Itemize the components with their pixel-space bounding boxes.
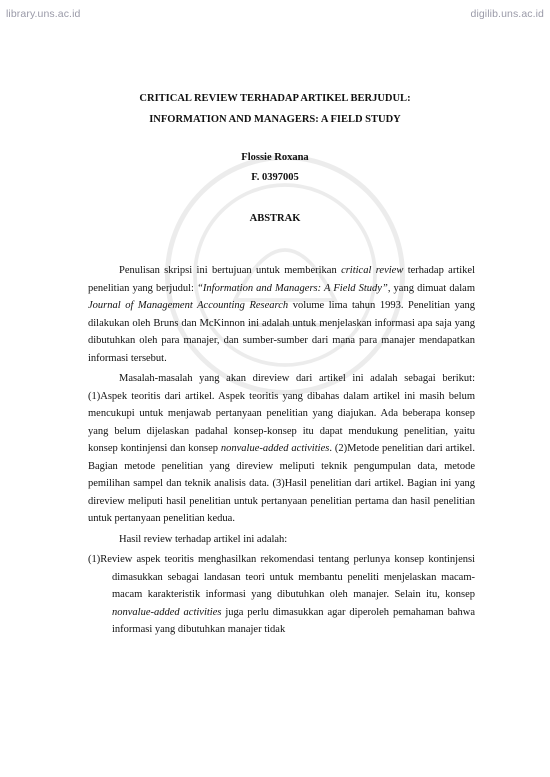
paragraph-1-text-4: volume lima tahun 1993. Penelitian yang dilakukan oleh Bruns dan McKinnon ini adalah untuk menjelaskan informasi apa saja yang dibutuhkan oleh para manajer, dan sumber-sumber dari mana para manajer mendapatkan informasi tersebut.: [88, 300, 475, 364]
paragraph-2-text-2: . (2)Metode penelitian dari artikel. Bagian metode penelitian yang direview meliputi teknik pengumpulan data, metode pemilihan sampel dan teknik analisis data. (3)Hasil penelitian dari artikel. Bagian ini yang direview meliputi hasil penelitian untuk pertanyaan penelitian pertama dan hasil penelitian untuk pertanyaan penelitian kedua.: [88, 443, 475, 524]
list-item-1-text-2: juga perlu dimasukkan agar diperoleh pemahaman bahwa informasi yang dibutuhkan manajer tidak: [112, 606, 475, 635]
author-name: Flossie Roxana: [241, 152, 309, 163]
title-line-1: CRITICAL REVIEW TERHADAP ARTIKEL BERJUDUL:: [139, 93, 411, 104]
author-id: F. 0397005: [251, 172, 299, 183]
paragraph-1-text-2: terhadap artikel penelitian yang berjudul:: [88, 265, 476, 294]
paragraph-1-emphasis-1: critical review: [341, 265, 404, 276]
abstract-heading: ABSTRAK: [249, 213, 301, 224]
list-item-1-emphasis-1: nonvalue-added activities: [112, 606, 222, 618]
header-link-library[interactable]: library.uns.ac.id: [6, 8, 81, 20]
list-item-1: [88, 551, 475, 639]
paragraph-1-text-1: Penulisan skripsi ini bertujuan untuk memberikan: [119, 265, 342, 276]
paragraph-2-emphasis-1: nonvalue-added activities: [220, 443, 330, 454]
paragraph-1: [88, 262, 475, 367]
abstract-body: [88, 262, 475, 639]
paragraph-1-text-3: , yang dimuat dalam: [387, 282, 475, 294]
title-line-2: INFORMATION AND MANAGERS: A FIELD STUDY: [149, 114, 401, 125]
paragraph-3: Hasil review terhadap artikel ini adalah:: [119, 533, 288, 545]
paragraph-2-text-1: Masalah-masalah yang akan direview dari artikel ini adalah sebagai berikut: (1)Aspek teoritis dari artikel. Aspek teoritis yang dibahas dalam artikel ini masih belum mencukupi untuk menjawab pertanyaan penelitian yang diajukan. Ada beberapa konsep yang belum dijelaskan padahal konsep-konsep itu dapat mendukung penelitian, yaitu konsep kontinjensi dan konsep: [88, 373, 475, 454]
list-item-1-text-1: (1)Review aspek teoritis menghasilkan rekomendasi tentang perlunya konsep kontinjensi dimasukkan sebagai landasan teori untuk membantu peneliti menjelaskan macam-macam karakteristik informasi yang dibutuhkan oleh manajer. Selain itu, konsep: [88, 554, 475, 600]
paragraph-1-emphasis-3: Journal of Management Accounting Research: [88, 300, 289, 311]
paragraph-2: [88, 370, 475, 528]
paragraph-1-emphasis-2: “Information and Managers: A Field Study”: [197, 282, 388, 294]
header-link-digilib[interactable]: digilib.uns.ac.id: [470, 8, 544, 20]
